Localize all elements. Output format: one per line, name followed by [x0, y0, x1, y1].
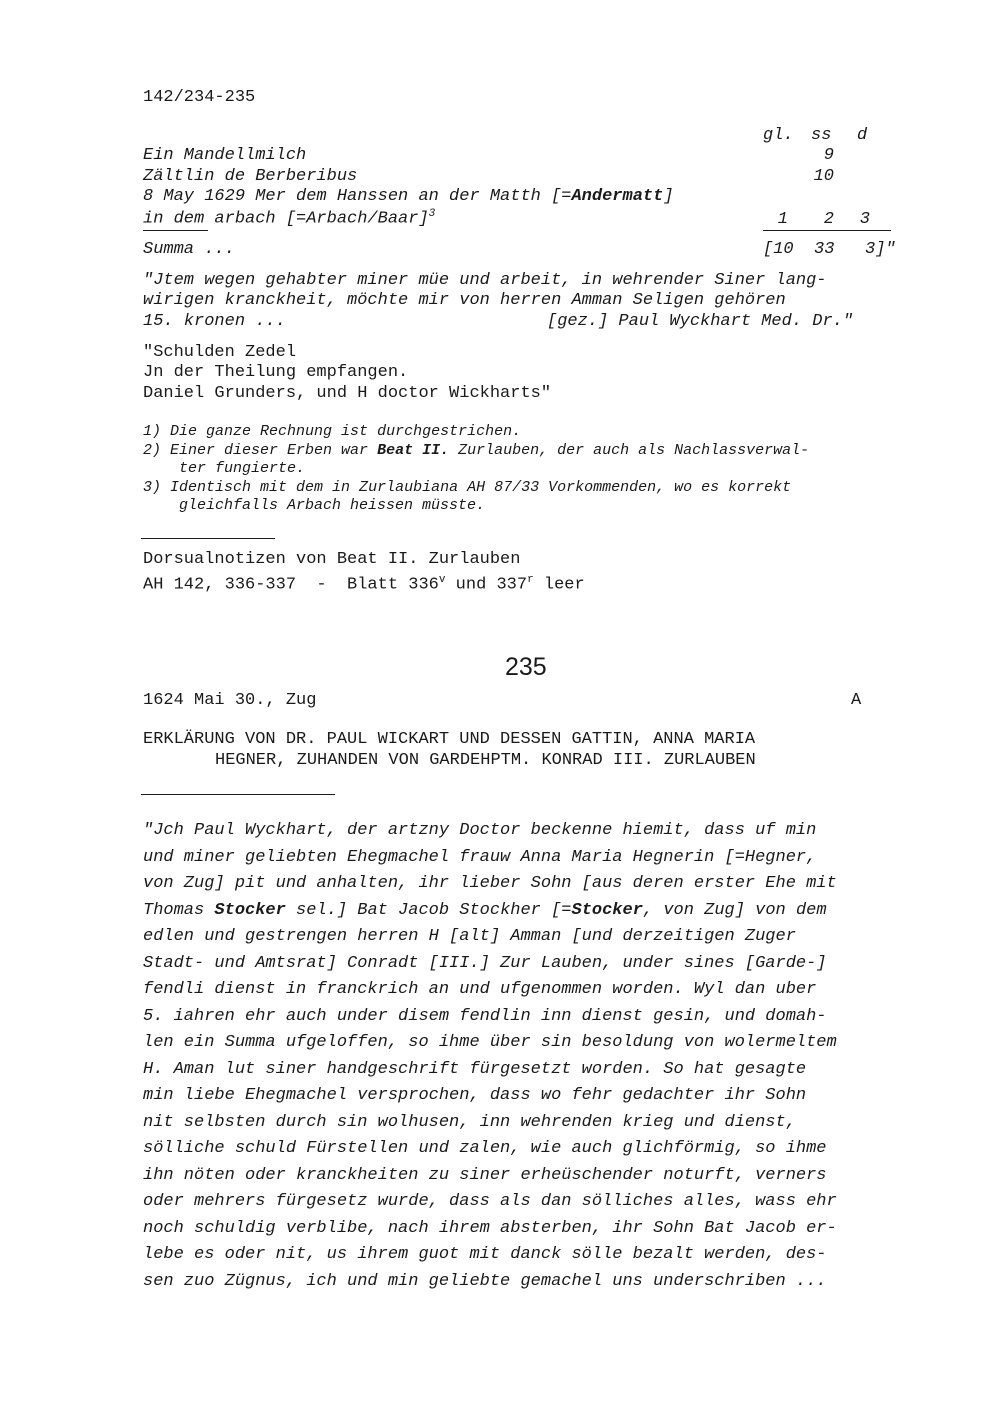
account-row-label: in dem arbach [=Arbach/Baar]$^3$ [143, 208, 436, 229]
account-row-gl: 1 [777, 210, 788, 229]
quote-line: 15. kronen ... [143, 312, 286, 331]
body-line: H. Aman lut siner handgeschrift fürgesetzt worden. So hat gesagte [143, 1059, 807, 1079]
account-row-ss: 2 [823, 210, 834, 229]
body-line: ihn nöten oder kranckheiten zu siner erheüschender noturft, verners [143, 1165, 827, 1185]
body-line: 5. iahren ehr auch under disem fendlin inn dienst gesin, und domah- [143, 1006, 827, 1026]
dorsal-notice-ref: AH 142, 336-337 - Blatt 336$^v$ und 337$^r$ leer [143, 574, 585, 595]
account-row-label: 8 May 1629 Mer dem Hanssen an der Matth [=Andermatt] [143, 187, 674, 206]
body-text [143, 818, 933, 1295]
footnote-2-cont: ter fungierte. [179, 460, 306, 477]
col-header-ss: ss [811, 126, 832, 145]
document-heading: ERKLÄRUNG VON DR. PAUL WICKART UND DESSEN GATTIN, ANNA MARIA [143, 730, 756, 749]
page-reference: 142/234-235 [143, 88, 256, 107]
quote-line: "Jtem wegen gehabter miner müe und arbeit, in wehrender Siner lang- [143, 271, 827, 290]
col-header-gl: gl. [763, 126, 794, 145]
account-row-ss: 10 [813, 167, 834, 186]
body-line: min liebe Ehegmachel versprochen, dass wo fehr gedachter ihr Sohn [143, 1086, 807, 1105]
body-line: Stadt- und Amtsrat] Conradt [III.] Zur Lauben, under sines [Garde-] [143, 953, 827, 973]
column-rule [763, 230, 891, 231]
heading-rule [141, 794, 335, 795]
dorsal-line: Jn der Theilung empfangen. [143, 363, 409, 382]
sum-label: Summa ... [143, 240, 235, 259]
dorsal-line: Daniel Grunders, und H doctor Wickharts" [143, 384, 552, 403]
signature-line: [gez.] Paul Wyckhart Med. Dr." [547, 312, 854, 331]
footnote-3: 3) Identisch mit dem in Zurlaubiana AH 87/33 Vorkommenden, wo es korrekt [143, 479, 792, 496]
col-header-d: d [857, 126, 868, 145]
document-number: 235 [505, 653, 547, 681]
body-line: len ein Summa ufgeloffen, so ihme über sin besoldung von wolermeltem [143, 1033, 837, 1052]
account-row-ss: 9 [823, 146, 834, 165]
sum-values: [10 33 3]" [763, 240, 896, 259]
footnote-1: 1) Die ganze Rechnung ist durchgestrichen. [143, 423, 522, 440]
body-line: nit selbsten durch sin wolhusen, inn wehrenden krieg und dienst, [143, 1112, 796, 1132]
body-line: von Zug] pit und anhalten, ihr lieber Sohn [aus deren erster Ehe mit [143, 874, 837, 893]
body-line: oder mehrers fürgesetz wurde, dass als dan sölliches alles, wass ehr [143, 1192, 837, 1211]
body-line: noch schuldig verblibe, nach ihrem absterben, ihr Sohn Bat Jacob er- [143, 1218, 837, 1238]
dorsal-line: "Schulden Zedel [143, 343, 297, 362]
body-line: fendli dienst in franckrich an und ufgenommen worden. Wyl dan uber [143, 980, 817, 999]
footnote-3-cont: gleichfalls Arbach heissen müsste. [179, 497, 486, 514]
body-line: edlen und gestrengen herren H [alt] Amman [und derzeitigen Zuger [143, 927, 796, 946]
body-line: sölliche schuld Fürstellen und zalen, wie auch glichförmig, so ihme [143, 1139, 827, 1158]
body-line: Thomas Stocker sel.] Bat Jacob Stockher [=Stocker, von Zug] von dem [143, 900, 827, 920]
footnote-2: 2) Einer dieser Erben war Beat II. Zurlauben, der auch als Nachlassverwal- [143, 442, 810, 459]
account-row-label: Zältlin de Berberibus [143, 167, 358, 186]
account-row-d: 3 [859, 210, 870, 229]
document-date-place: 1624 Mai 30., Zug [143, 691, 317, 710]
body-line: und miner geliebten Ehegmachel frauw Anna Maria Hegnerin [=Hegner, [143, 847, 817, 867]
body-line: lebe es oder nit, us ihrem guot mit danck sölle bezalt werden, des- [143, 1245, 827, 1264]
document-type-letter: A [851, 691, 862, 710]
quote-line: wirigen kranckheit, möchte mir von herren Amman Seligen gehören [143, 291, 786, 310]
dorsal-notice-title: Dorsualnotizen von Beat II. Zurlauben [143, 550, 521, 569]
left-rule [143, 230, 208, 231]
account-row-label: Ein Mandellmilch [143, 146, 307, 165]
document-heading: HEGNER, ZUHANDEN VON GARDEHPTM. KONRAD III. ZURLAUBEN [215, 751, 756, 770]
body-line: sen zuo Zügnus, ich und min geliebte gemachel uns underschriben ... [143, 1271, 827, 1291]
body-line: "Jch Paul Wyckhart, der artzny Doctor beckenne hiemit, dass uf min [143, 821, 817, 840]
separator-rule [141, 538, 275, 539]
